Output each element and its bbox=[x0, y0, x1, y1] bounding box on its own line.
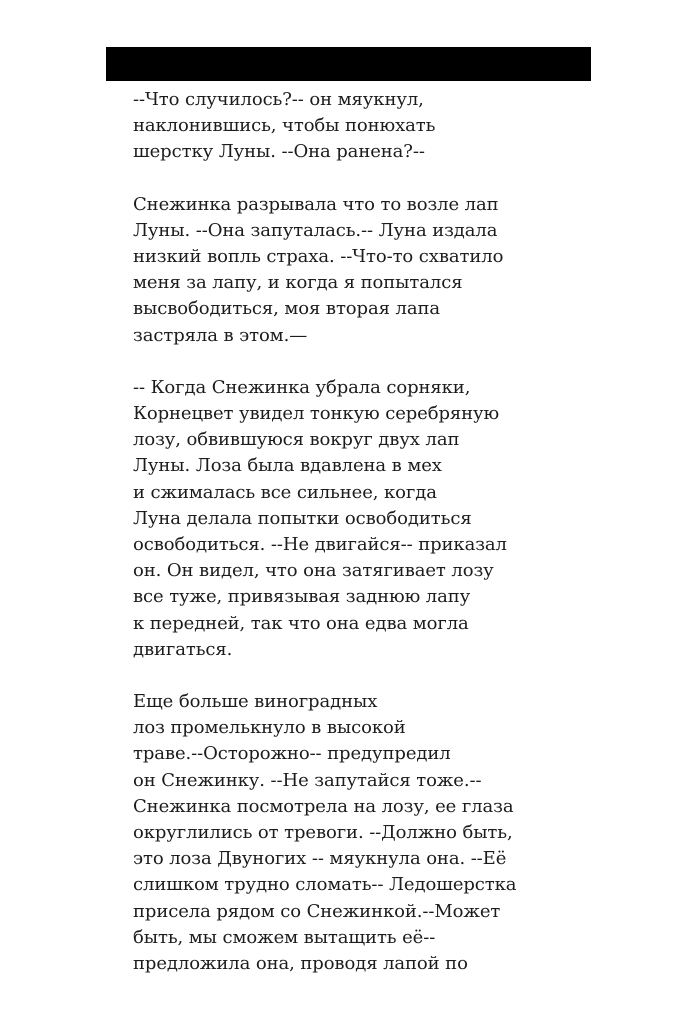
paragraph-3 bbox=[133, 375, 593, 663]
text-line: Корнецвет увидел тонкую серебряную bbox=[133, 403, 500, 425]
text-line: Луны. --Она запуталась.-- Луна издала bbox=[133, 219, 498, 241]
text-line: предложила она, проводя лапой по bbox=[133, 953, 468, 975]
paragraph-1 bbox=[133, 87, 593, 166]
text-line: слишком трудно сломать-- Ледошерстка bbox=[133, 874, 517, 896]
text-line: все туже, привязывая заднюю лапу bbox=[133, 586, 471, 608]
text-line: он. Он видел, что она затягивает лозу bbox=[133, 560, 494, 582]
text-line: Луны. Лоза была вдавлена в мех bbox=[133, 455, 442, 477]
paragraph-4 bbox=[133, 689, 593, 977]
text-line: -- Когда Снежинка убрала сорняки, bbox=[133, 376, 471, 398]
text-line: лоз промелькнуло в высокой bbox=[133, 717, 406, 739]
text-line: освободиться. --Не двигайся-- приказал bbox=[133, 534, 507, 556]
text-line: низкий вопль страха. --Что-то схватило bbox=[133, 246, 504, 268]
text-line: --Что случилось?-- он мяукнул, bbox=[133, 89, 424, 110]
text-line: высвободиться, моя вторая лапа bbox=[133, 298, 440, 320]
text-line: лозу, обвившуюся вокруг двух лап bbox=[133, 429, 460, 451]
text-line: меня за лапу, и когда я попытался bbox=[133, 272, 463, 294]
story-text bbox=[133, 87, 593, 1003]
text-line: Еще больше виноградных bbox=[133, 691, 378, 713]
text-line: округлились от тревоги. --Должно быть, bbox=[133, 822, 513, 844]
text-line: быть, мы сможем вытащить её-- bbox=[133, 926, 436, 948]
text-line: Снежинка посмотрела на лозу, ее глаза bbox=[133, 795, 514, 817]
text-line: присела рядом со Снежинкой.--Может bbox=[133, 900, 501, 922]
redaction-bar bbox=[106, 47, 591, 81]
paragraph-2 bbox=[133, 192, 593, 349]
text-line: наклонившись, чтобы понюхать bbox=[133, 115, 436, 137]
text-line: шерстку Луны. --Она ранена?-- bbox=[133, 141, 425, 163]
text-line: двигаться. bbox=[133, 638, 233, 660]
text-line: траве.--Осторожно-- предупредил bbox=[133, 743, 451, 765]
text-line: к передней, так что она едва могла bbox=[133, 612, 469, 634]
text-line: и сжималась все сильнее, когда bbox=[133, 481, 437, 503]
text-line: он Снежинку. --Не запутайся тоже.-- bbox=[133, 769, 482, 791]
text-line: Луна делала попытки освободиться bbox=[133, 507, 472, 529]
text-line: Снежинка разрывала что то возле лап bbox=[133, 193, 499, 215]
text-line: застряла в этом.— bbox=[133, 324, 308, 346]
text-line: это лоза Двуногих -- мяукнула она. --Её bbox=[133, 848, 507, 870]
